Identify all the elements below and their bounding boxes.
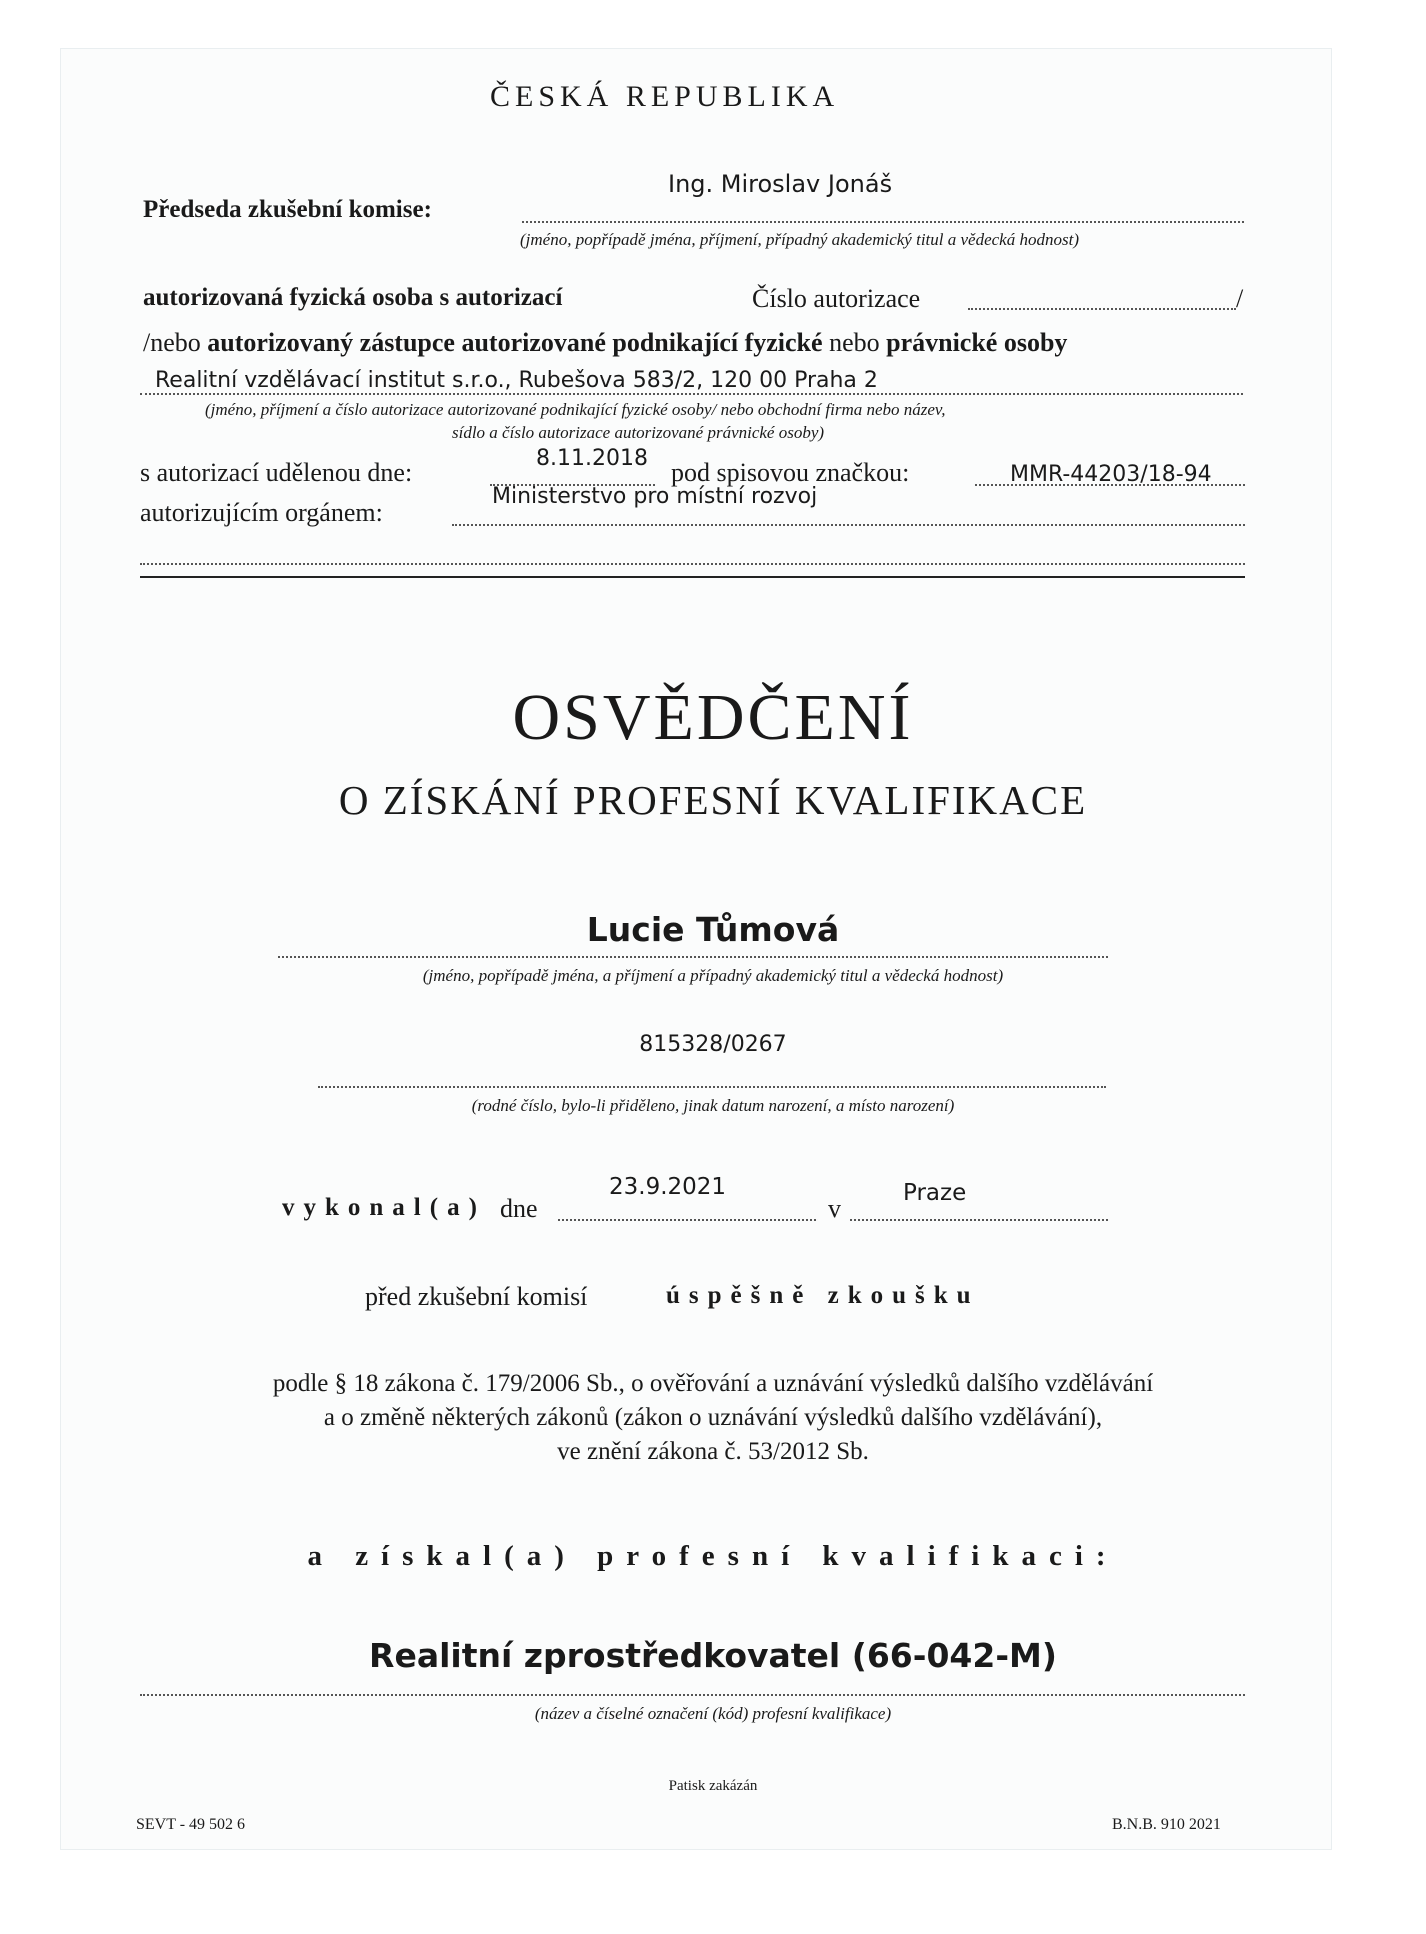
authorization-number-dotted-line	[968, 308, 1236, 310]
entity-caption-1: (jméno, příjmení a číslo autorizace autorizované podnikající fyzické osoby/ nebo obchodní firma nebo název,	[205, 400, 946, 419]
file-number: MMR-44203/18-94	[1010, 462, 1212, 487]
section-divider	[140, 576, 1245, 578]
authorization-number-label: Číslo autorizace	[752, 284, 921, 313]
exam-date: 23.9.2021	[609, 1174, 727, 1200]
authorization-slash: /	[1236, 284, 1244, 313]
granted-date: 8.11.2018	[536, 446, 648, 471]
file-label: pod spisovou značkou:	[671, 458, 910, 487]
entity-dotted-line	[140, 393, 1243, 395]
certificate-title: OSVĚDČENÍ	[512, 681, 914, 754]
print-code: B.N.B. 910 2021	[1112, 1816, 1221, 1833]
qualification-caption: (název a číselné označení (kód) profesní kvalifikace)	[534, 1704, 892, 1723]
authorization-line1-label: autorizovaná fyzická osoba s autorizací	[143, 284, 563, 311]
authority-label: autorizujícím orgánem:	[140, 498, 383, 527]
form-code: SEVT - 49 502 6	[136, 1816, 246, 1833]
birth-caption: (rodné číslo, bylo-li přiděleno, jinak datum narození, a místo narození)	[471, 1096, 955, 1115]
entity-caption-2: sídlo a číslo autorizace autorizované právnické osoby)	[452, 423, 825, 442]
granted-label: s autorizací udělenou dne:	[140, 458, 413, 487]
reprint-notice: Patisk zakázán	[668, 1778, 758, 1794]
authorization-line2-bold2: právnické osoby	[886, 328, 1068, 357]
authority-dotted-line	[452, 524, 1245, 526]
place-dotted-line	[850, 1219, 1108, 1221]
holder-caption: (jméno, popřípadě jména, a příjmení a případný akademický titul a vědecká hodnost)	[422, 966, 1004, 985]
certificate-subtitle: O ZÍSKÁNÍ PROFESNÍ KVALIFIKACE	[338, 777, 1088, 823]
performed-label: vykonal(a)	[282, 1194, 486, 1221]
qualification-name: Realitní zprostředkovatel (66-042-M)	[369, 1636, 1057, 1675]
chair-dotted-line	[522, 221, 1244, 223]
exam-passed: úspěšně zkoušku	[666, 1282, 980, 1309]
exam-place: Praze	[903, 1180, 967, 1206]
qualification-dotted-line	[140, 1694, 1245, 1696]
authorization-line2-prefix: /nebo	[143, 328, 201, 357]
exam-date-dotted-line	[558, 1219, 816, 1221]
chair-label: Předseda zkušební komise:	[143, 196, 432, 223]
certificate-sheet	[60, 48, 1332, 1850]
chair-name: Ing. Miroslav Jonáš	[668, 170, 893, 198]
authorization-line2	[143, 328, 1067, 358]
holder-name: Lucie Tůmová	[586, 910, 840, 949]
performed-dne: dne	[500, 1194, 538, 1223]
birth-number: 815328/0267	[639, 1032, 787, 1057]
authority-name: Ministerstvo pro místní rozvoj	[492, 484, 818, 509]
before-commission: před zkušební komisí	[365, 1282, 588, 1311]
legal-line-2: a o změně některých zákonů (zákon o uznávání výsledků dalšího vzdělávání),	[323, 1404, 1103, 1431]
legal-line-3: ve znění zákona č. 53/2012 Sb.	[557, 1438, 869, 1465]
legal-line-1: podle § 18 zákona č. 179/2006 Sb., o ověřování a uznávání výsledků dalšího vzdělávání	[272, 1370, 1154, 1397]
birth-dotted-line	[318, 1086, 1106, 1088]
holder-dotted-line	[278, 956, 1108, 958]
country-heading: ČESKÁ REPUBLIKA	[490, 80, 840, 113]
blank-dotted-line	[140, 563, 1245, 565]
place-prefix: v	[828, 1194, 841, 1223]
authorization-line2-bold1: autorizovaný zástupce autorizované podnikající fyzické	[207, 328, 823, 357]
authorization-line2-mid: nebo	[829, 328, 880, 357]
chair-caption: (jméno, popřípadě jména, příjmení, případný akademický titul a vědecká hodnost)	[520, 230, 1079, 249]
authorized-entity: Realitní vzdělávací institut s.r.o., Rubešova 583/2, 120 00 Praha 2	[155, 368, 878, 393]
obtained-qualification-label: a získal(a) profesní kvalifikaci:	[307, 1540, 1119, 1572]
